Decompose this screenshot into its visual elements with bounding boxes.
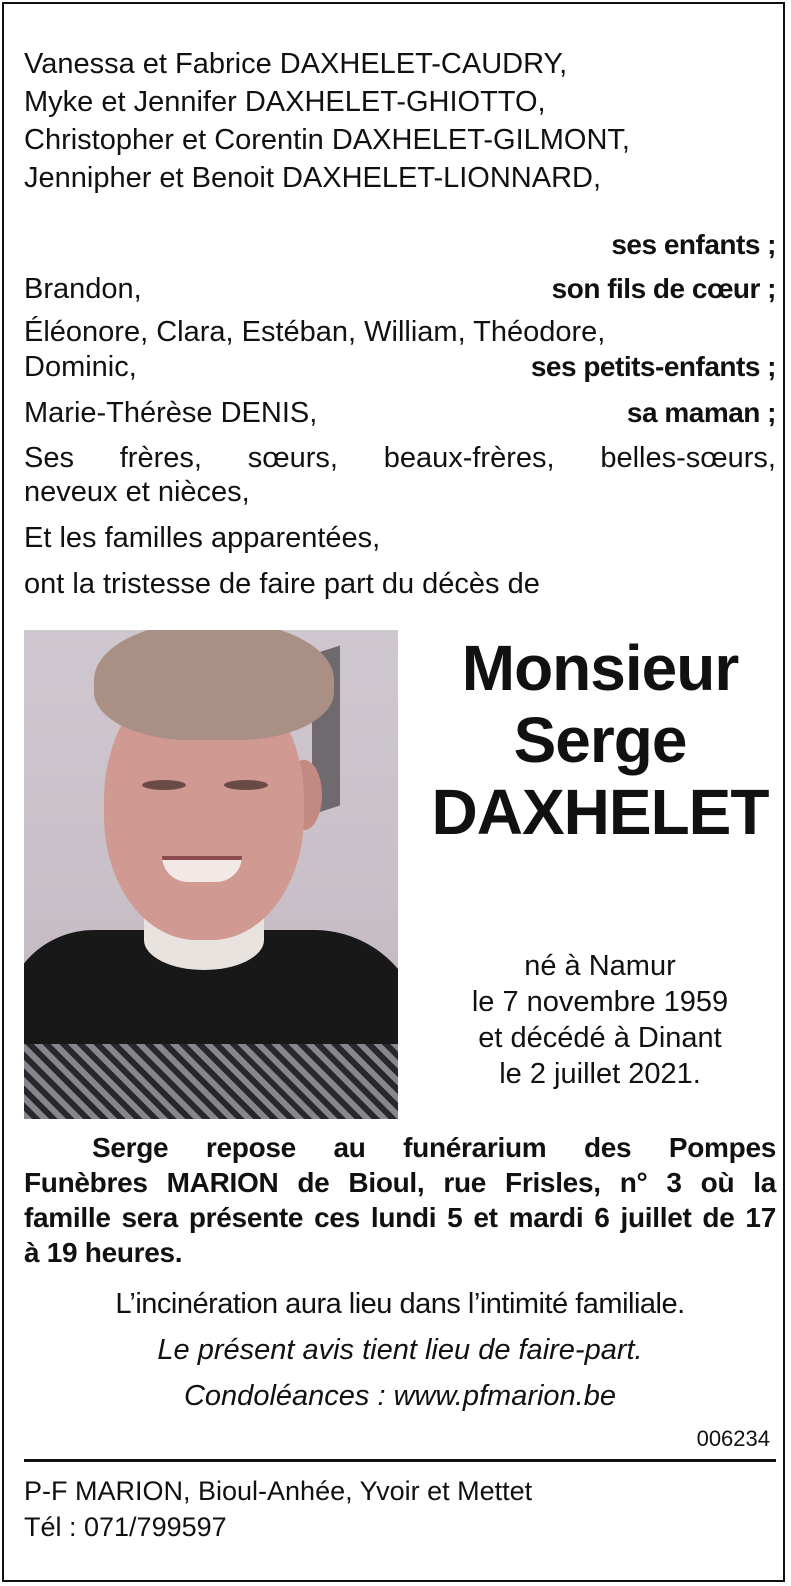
mother-role: sa maman ; xyxy=(626,397,776,428)
deceased-first-name: Serge xyxy=(513,704,687,776)
heart-son-row xyxy=(24,270,776,308)
arrangements-line-2: Funèbres MARION de Bioul, rue Frisles, n° 3 où la xyxy=(24,1167,776,1198)
siblings-word: sœurs, xyxy=(247,442,338,474)
arrangements-line-1: Serge repose au funérarium des Pompes xyxy=(92,1132,776,1163)
siblings-line xyxy=(24,440,776,477)
child-line-1: Vanessa et Fabrice DAXHELET-CAUDRY, xyxy=(24,48,568,80)
grandchildren-line-1: Éléonore, Clara, Estéban, William, Théodore, xyxy=(24,316,606,348)
child-line-2: Myke et Jennifer DAXHELET-GHIOTTO, xyxy=(24,86,546,118)
siblings-word: belles-sœurs, xyxy=(600,442,776,474)
grandchildren-line-2: Dominic, xyxy=(24,351,137,383)
notice-note: Le présent avis tient lieu de faire-part. xyxy=(157,1334,643,1366)
mother-name: Marie-Thérèse DENIS, xyxy=(24,397,318,429)
mother-row xyxy=(24,394,776,432)
arrangements-line-4: à 19 heures. xyxy=(24,1237,183,1268)
heart-son-name: Brandon, xyxy=(24,273,142,305)
deceased-photo xyxy=(24,630,398,1119)
child-line-4: Jennipher et Benoit DAXHELET-LIONNARD, xyxy=(24,162,602,194)
deceased-name-block xyxy=(424,632,776,848)
child-line-3: Christopher et Corentin DAXHELET-GILMONT, xyxy=(24,124,630,156)
grandchildren-row xyxy=(24,348,776,386)
siblings-word: beaux-frères, xyxy=(383,442,555,474)
death-place: et décédé à Dinant xyxy=(478,1022,722,1054)
siblings-line-2: neveux et nièces, xyxy=(24,476,250,508)
funeral-home: P-F MARION, Bioul-Anhée, Yvoir et Mettet xyxy=(24,1476,533,1506)
deceased-last-name: DAXHELET xyxy=(431,776,769,848)
obituary-frame xyxy=(2,2,785,1582)
heart-son-role: son fils de cœur ; xyxy=(551,273,776,304)
grandchildren-role: ses petits-enfants ; xyxy=(530,351,776,382)
birth-date: le 7 novembre 1959 xyxy=(471,986,729,1018)
children-role: ses enfants ; xyxy=(611,229,776,260)
arrangements-paragraph xyxy=(24,1130,776,1270)
siblings-word: frères, xyxy=(119,442,202,474)
birth-place: né à Namur xyxy=(524,950,676,982)
funeral-home-phone: Tél : 071/799597 xyxy=(24,1512,227,1542)
announce-line: ont la tristesse de faire part du décès de xyxy=(24,568,540,600)
condolences-link[interactable]: Condoléances : www.pfmarion.be xyxy=(183,1380,616,1412)
families-line: Et les familles apparentées, xyxy=(24,522,381,554)
ad-code: 006234 xyxy=(696,1426,770,1451)
cremation-note: L’incinération aura lieu dans l’intimité familiale. xyxy=(115,1288,685,1320)
deceased-title: Monsieur xyxy=(461,632,739,704)
footer-divider xyxy=(24,1459,776,1462)
life-dates xyxy=(424,948,776,1092)
siblings-word: Ses xyxy=(24,442,74,474)
death-date: le 2 juillet 2021. xyxy=(499,1058,701,1090)
arrangements-line-3: famille sera présente ces lundi 5 et mardi 6 juillet de 17 xyxy=(24,1202,776,1233)
